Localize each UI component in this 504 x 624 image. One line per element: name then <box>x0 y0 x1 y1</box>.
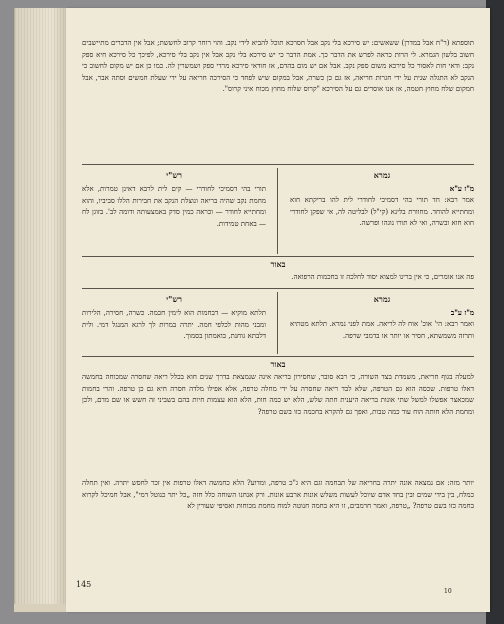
rashi2-section <box>82 294 266 343</box>
column-divider-1 <box>277 168 278 254</box>
beur2-text: למעלה בגוף חריאת, משמדת בצד השורה, כי רבא סובר, שחסירון בריאה אינה שנמצאת בדרך שנים חוא בכלל ריאה שחסרה שמכוחה בחמשה דאלו טרפות. שכסה הוא גם הטרפה, שלא לבד ריאה שחסרה על ידי מחלה טרפה, אלא אפילו מלדה חסרה חיא גם כן טרפה. והרי בחמות שמכאצר אפשלו למשל שתי אונות בריאה היענית חתה שלש, הלא יש כמה חות, הלא הוא עצמות חיות בהם בשביני זה חשש או שם מדם, ולכן ומחמת הלא חותה הוח עוד כמה טבות, ואפך גם להקרא בחכמה כזו בשם טרפה? <box>82 373 474 416</box>
gemara-heading: גמרא <box>373 170 391 180</box>
gemara-source: מ"ז ע"א <box>449 184 474 193</box>
divider-top <box>82 164 474 165</box>
beur1-text: פה אנו אומרים, כי אין ברינו למצוא יסוד לחלכה זו בחכמות הרפואה. <box>291 273 474 281</box>
beur1-heading: באור <box>270 259 286 269</box>
book-page-edges <box>14 8 67 612</box>
gemara2-text: ואמר רבא: הי' אוכ' אוח לה לריאה. אמת לפני נמרא. תלתא מטתיא ותרזה משמשתא, חסיר או יותר או בדמבי שרפה. <box>290 320 474 340</box>
beur2-heading: באור <box>270 359 286 369</box>
gemara-text: אמר רבא: חד תורי בהי דסמיכי לחודרי לית להו בריקתא חוא ומחתייא להוחד. מחוורת בלינא (קי"ל) לבליטה לה, אי שפקן לחודרי חוא חוא ובשרה, ואי לא תורו נוגהו ופרשה. <box>290 196 474 227</box>
gemara2-source: מ"ז ע"ב <box>450 308 474 317</box>
rashi-text: תורי בהי דסמיכי לחודרי — קים לית לרבא דאינן טמרות, אלא מחמת נקב שהיה בריאה ונוצלת הנקב את חבירות הללו סביביו, והוא ומחתייא לחודר — וכראה כמין סדק באמצעותה ודומה לב'. בזוגן לח — באחת טמידות. <box>82 185 266 228</box>
gemara2-heading: גמרא <box>373 294 391 304</box>
rashi2-text: תלתא מוקיא — דבחמות הוא לימין חכמה. כשרה, חסירה, הלירות ומבני מהות לכלפי חמה. יתרה במרות לך לרגא המנגל דמי. ולית דלבתא גוחנת, בואמתון בסמוך. <box>82 309 266 340</box>
rashi-section <box>82 170 266 230</box>
rashi2-heading: רש"י <box>166 294 182 304</box>
rashi-heading: רש"י <box>166 170 182 180</box>
page-number-right: 10 <box>444 588 452 595</box>
gemara-section <box>290 170 474 230</box>
book-page <box>66 8 490 612</box>
bottom-paragraph: יותר מזה: אם נמצאה אונה יתרה בחריאה של תבחמה וגם היא ג"כ טרפה, ומדוע? הלא כחמשה דאלו טרפות אין זכר לחסש יתרה. ואין תחלה כמלח, בין בידי שמים ובין בחד אדם שיוכל לעשות משלש אונות ארבע אונות. ורק אנחנו השוחה כלל חזה „כל יתר כנוטל דמי", אבל חמיכל לקרוא בחמה כזו בשם טרפה? „טרפה, ואמר חרמבים, זו היא בחמה חנוטה למוח מחמת מכוחות ואסיפי שעורין לא <box>82 479 474 510</box>
divider-beur2 <box>82 356 474 357</box>
divider-beur1 <box>82 256 474 257</box>
page-number-left: 145 <box>76 580 92 589</box>
column-divider-2 <box>277 292 278 354</box>
gemara2-section <box>290 294 474 342</box>
top-paragraph: תוספתא (ר"ח אבל במדרן) ששאשים: יש סירכא בלי נקב אבל חסרכא תוכל להביא לידי נקב. והוי רוחר קרוב לחששת; אבל אין הדברים מתיישבים חשוב בלשון הגמרא. לי הרות כראה לפרש את הדבר כך. אמת הדבר כי יש סירכא בלי נקב אבל אין נקב בלי סירכא, לפיכך כל סירכא חיא ספק נקב: ודאי חות לאסור כל סירכא משום ספק נקב. אבל אם יש מום בהדם, אז חודאי סירכא מרדי ספק ושמשרין לה. כמו כן אם יש מקום לחשוב כי הנקב לא התגלה שנית על ידי חגרות חריאה, אז גם כן כשרה, אבל במקום שיש לפחד כי הסירכה חריאה על ידי שעלת חמשים וסתה אבר, אבל חמקום שלח מחוץ חטמה, אז אנו אוסרים גם על הסירכא "קרוס שלוח מחוץ מכוח איני קרוס". <box>82 39 474 93</box>
divider-gemara2 <box>82 288 474 289</box>
